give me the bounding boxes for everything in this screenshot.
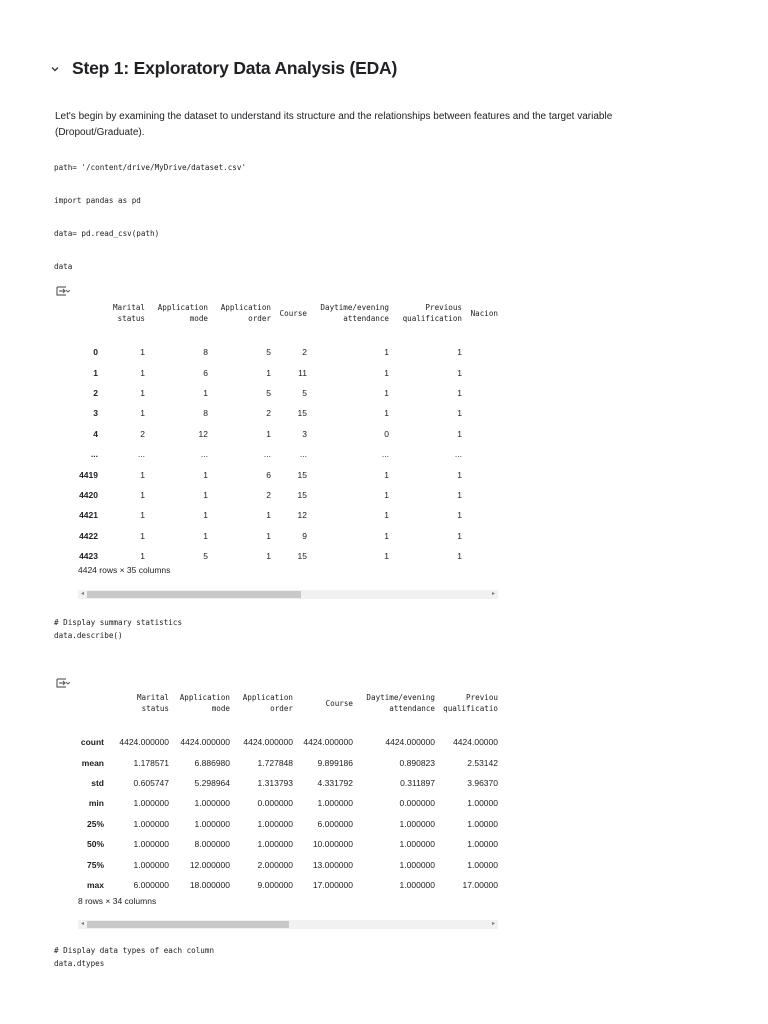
table-row	[78, 752, 498, 772]
table-cell: 4424.000000	[385, 737, 435, 748]
table-cell: 1	[384, 367, 389, 378]
table-cell: 8.000000	[194, 839, 230, 850]
column-header: Previou qualificatio	[443, 693, 498, 713]
table-cell: 1	[384, 489, 389, 500]
table-cell: 1	[384, 510, 389, 521]
table-cell: 1.000000	[133, 798, 169, 809]
table-cell: 2	[266, 408, 271, 419]
row-index: min	[88, 798, 104, 809]
table-cell: 1	[457, 469, 462, 480]
table-cell: 1.727848	[257, 757, 293, 768]
table-cell: 5	[203, 551, 208, 562]
row-index: 4422	[79, 530, 98, 541]
table-cell: 1.00000	[467, 798, 498, 809]
row-index: count	[80, 737, 104, 748]
table-cell: 1	[457, 510, 462, 521]
table-cell: 2.53142	[467, 757, 498, 768]
chevron-down-icon[interactable]	[48, 62, 62, 76]
column-header: Previous qualification	[402, 303, 462, 323]
table-cell: 1	[140, 367, 145, 378]
table-row	[78, 424, 498, 444]
table-row	[78, 403, 498, 423]
row-index: 25%	[86, 818, 104, 829]
column-header: Marital status	[136, 693, 169, 713]
table-cell-empty	[462, 403, 498, 423]
table-cell: 0.311897	[400, 777, 435, 788]
column-header: Daytime/evening attendance	[320, 303, 389, 323]
column-header: Nacion	[470, 308, 498, 318]
table-cell: 0.605747	[133, 777, 169, 788]
table-cell: 1.313793	[257, 777, 293, 788]
column-header: Course	[279, 308, 307, 318]
table-cell: 1	[384, 347, 389, 358]
row-index: 0	[93, 347, 98, 358]
table-row	[78, 464, 498, 484]
table-cell: 12	[198, 428, 208, 439]
table-cell: 9.000000	[257, 879, 293, 890]
table-cell-empty	[462, 342, 498, 362]
table-cell: 1.000000	[194, 818, 230, 829]
table-cell: 15	[297, 551, 307, 562]
code-cell-read-csv[interactable]: data= pd.read_csv(path)	[54, 229, 160, 238]
table-cell: ...	[454, 449, 462, 460]
table-cell: 4424.000000	[303, 737, 353, 748]
horizontal-scrollbar[interactable]	[78, 920, 498, 929]
table-cell: 1	[140, 408, 145, 419]
table-cell: 1	[140, 469, 145, 480]
table-cell: 1	[203, 489, 208, 500]
table-cell: 10.000000	[312, 839, 353, 850]
table-cell: 1	[140, 510, 145, 521]
row-index: 1	[93, 367, 98, 378]
table-cell: 8	[203, 347, 208, 358]
column-header: Marital status	[112, 303, 145, 323]
table-cell: 1	[457, 387, 462, 398]
table-cell: 1.000000	[257, 818, 293, 829]
table-cell: 2	[266, 489, 271, 500]
table-cell: 1.000000	[133, 818, 169, 829]
scroll-left-icon[interactable]: ◂	[81, 921, 85, 927]
table-cell: 1.000000	[257, 839, 293, 850]
table-cell: 4424.000000	[243, 737, 293, 748]
code-cell-path[interactable]: path= '/content/drive/MyDrive/dataset.csv'	[54, 163, 247, 172]
table-cell: 3.96370	[467, 777, 498, 788]
table-cell: 13.000000	[312, 859, 353, 870]
table-cell: 12.000000	[189, 859, 230, 870]
scrollbar-thumb[interactable]	[87, 921, 289, 928]
table-cell-empty	[462, 546, 498, 566]
scroll-right-icon[interactable]: ▸	[491, 591, 495, 597]
table-header-row	[78, 294, 498, 332]
table-cell: 0.000000	[257, 798, 293, 809]
table-shape-label: 8 rows × 34 columns	[78, 896, 157, 906]
table-cell: 6.886980	[194, 757, 230, 768]
row-index: std	[91, 777, 104, 788]
intro-text: Let's begin by examining the dataset to understand its structure and the relationships between features and the target variable (Dropout/Graduate).	[55, 111, 613, 138]
row-index: 2	[93, 387, 98, 398]
table-cell: 9.899186	[317, 757, 353, 768]
table-cell: 1.000000	[399, 818, 435, 829]
table-cell: ...	[137, 449, 145, 460]
table-row	[78, 485, 498, 505]
column-header: Application mode	[179, 693, 230, 713]
table-row	[78, 834, 498, 854]
table-cell: 1	[140, 530, 145, 541]
index-header	[78, 684, 110, 722]
row-index: 4423	[79, 551, 98, 562]
table-cell: 1	[266, 367, 271, 378]
table-cell: 1	[384, 387, 389, 398]
row-index: 4420	[79, 489, 98, 500]
code-cell-import[interactable]: import pandas as pd	[54, 196, 141, 205]
table-cell: ...	[299, 449, 307, 460]
table-cell: 4424.000000	[119, 737, 169, 748]
table-row	[78, 854, 498, 874]
column-header: Application mode	[157, 303, 208, 323]
table-cell: 1	[457, 551, 462, 562]
table-cell: 1	[140, 489, 145, 500]
table-cell: 1	[457, 530, 462, 541]
table-cell: 15	[297, 408, 307, 419]
horizontal-scrollbar[interactable]	[78, 590, 498, 599]
table-cell: ...	[381, 449, 389, 460]
scroll-left-icon[interactable]: ◂	[81, 591, 85, 597]
table-cell-empty	[462, 444, 498, 464]
table-cell: 0.890823	[399, 757, 435, 768]
table-cell: 4.331792	[317, 777, 353, 788]
code-cell-data[interactable]: data	[54, 262, 73, 271]
table-row	[78, 505, 498, 525]
row-index: ...	[90, 449, 98, 460]
dataframe-table	[78, 294, 498, 566]
table-cell: 11	[298, 367, 307, 378]
table-cell: 2	[302, 347, 307, 358]
table-cell: 1	[457, 408, 462, 419]
row-index: 4419	[79, 469, 98, 480]
table-cell: 1	[140, 387, 145, 398]
table-cell: 4424.000000	[180, 737, 230, 748]
table-cell: 1	[266, 428, 271, 439]
table-cell: 1	[203, 510, 208, 521]
table-cell: 12	[297, 510, 307, 521]
table-cell: ...	[200, 449, 208, 460]
table-cell: 1.000000	[317, 798, 353, 809]
table-cell-empty	[462, 485, 498, 505]
row-index: mean	[81, 757, 104, 768]
table-cell: 1	[457, 489, 462, 500]
row-index: 4	[93, 428, 98, 439]
table-cell: 1.000000	[133, 859, 169, 870]
scrollbar-thumb[interactable]	[87, 591, 301, 598]
table-cell: 1	[203, 530, 208, 541]
table-row	[78, 814, 498, 834]
table-cell-empty	[462, 383, 498, 403]
table-cell-empty	[462, 464, 498, 484]
code-cell-describe[interactable]: # Display summary statistics data.describe()	[54, 618, 183, 640]
table-header-row	[78, 684, 498, 722]
row-index: 4421	[79, 510, 98, 521]
table-cell: 6.000000	[317, 818, 353, 829]
table-cell: 1.000000	[133, 839, 169, 850]
table-cell: 1	[384, 551, 389, 562]
table-cell: 3	[302, 428, 307, 439]
table-cell: 0	[384, 428, 389, 439]
table-cell-empty	[462, 526, 498, 546]
table-cell: 1.000000	[399, 859, 435, 870]
table-row	[78, 383, 498, 403]
table-cell: 5	[266, 387, 271, 398]
table-cell: 1	[266, 510, 271, 521]
table-cell: 15	[297, 489, 307, 500]
table-cell: 6	[266, 469, 271, 480]
column-header: Application order	[220, 303, 271, 323]
scroll-right-icon[interactable]: ▸	[491, 921, 495, 927]
table-cell: 2.000000	[257, 859, 293, 870]
table-cell: 17.00000	[462, 879, 498, 890]
table-row	[78, 773, 498, 793]
table-cell: 1.00000	[467, 859, 498, 870]
output-toggle-icon[interactable]	[56, 284, 70, 296]
table-cell: 1.000000	[399, 839, 435, 850]
table-cell: 1	[457, 347, 462, 358]
table-cell: 1.00000	[467, 839, 498, 850]
column-header: Application order	[242, 693, 293, 713]
column-header: Course	[325, 698, 353, 708]
table-row	[78, 362, 498, 382]
table-row	[78, 732, 498, 752]
table-cell: 6.000000	[133, 879, 169, 890]
table-cell: 1	[140, 347, 145, 358]
table-row	[78, 342, 498, 362]
table-shape-label: 4424 rows × 35 columns	[78, 565, 171, 575]
table-cell-empty	[462, 505, 498, 525]
table-cell: 8	[203, 408, 208, 419]
table-cell: 1.000000	[194, 798, 230, 809]
table-cell: 1	[384, 530, 389, 541]
table-cell: 17.000000	[312, 879, 353, 890]
table-cell: 1.000000	[399, 879, 435, 890]
table-row	[78, 546, 498, 566]
section-title: Step 1: Exploratory Data Analysis (EDA)	[72, 58, 398, 78]
table-cell: 1	[266, 530, 271, 541]
table-cell: 5	[302, 387, 307, 398]
table-cell: 5	[266, 347, 271, 358]
output-toggle-icon[interactable]	[56, 676, 70, 688]
row-index: max	[86, 879, 104, 890]
section-header	[48, 58, 397, 79]
table-row	[78, 444, 498, 464]
table-cell: 1.00000	[467, 818, 498, 829]
table-cell: 1	[203, 387, 208, 398]
table-cell: 5.298964	[194, 777, 230, 788]
table-cell: 1	[203, 469, 208, 480]
table-cell: 0.000000	[399, 798, 435, 809]
table-cell: 6	[203, 367, 208, 378]
table-row	[78, 793, 498, 813]
table-row	[78, 526, 498, 546]
describe-table	[78, 684, 498, 895]
table-cell-empty	[462, 424, 498, 444]
table-cell: 1	[140, 551, 145, 562]
table-cell: 9	[302, 530, 307, 541]
table-cell: 1.178571	[133, 757, 169, 768]
table-cell: 1	[384, 469, 389, 480]
row-index: 3	[93, 408, 98, 419]
table-row	[78, 875, 498, 895]
table-cell: ...	[263, 449, 271, 460]
table-cell: 1	[457, 367, 462, 378]
table-cell: 4424.00000	[453, 737, 498, 748]
row-index: 50%	[86, 839, 104, 850]
row-index: 75%	[86, 859, 104, 870]
code-cell-dtypes[interactable]: # Display data types of each column data.dtypes	[54, 946, 215, 968]
table-cell: 2	[140, 428, 145, 439]
table-cell-empty	[462, 362, 498, 382]
table-cell: 1	[457, 428, 462, 439]
table-cell: 1	[384, 408, 389, 419]
table-cell: 15	[297, 469, 307, 480]
table-cell: 1	[266, 551, 271, 562]
table-cell: 18.000000	[189, 879, 230, 890]
index-header	[78, 294, 98, 332]
column-header: Daytime/evening attendance	[366, 693, 435, 713]
